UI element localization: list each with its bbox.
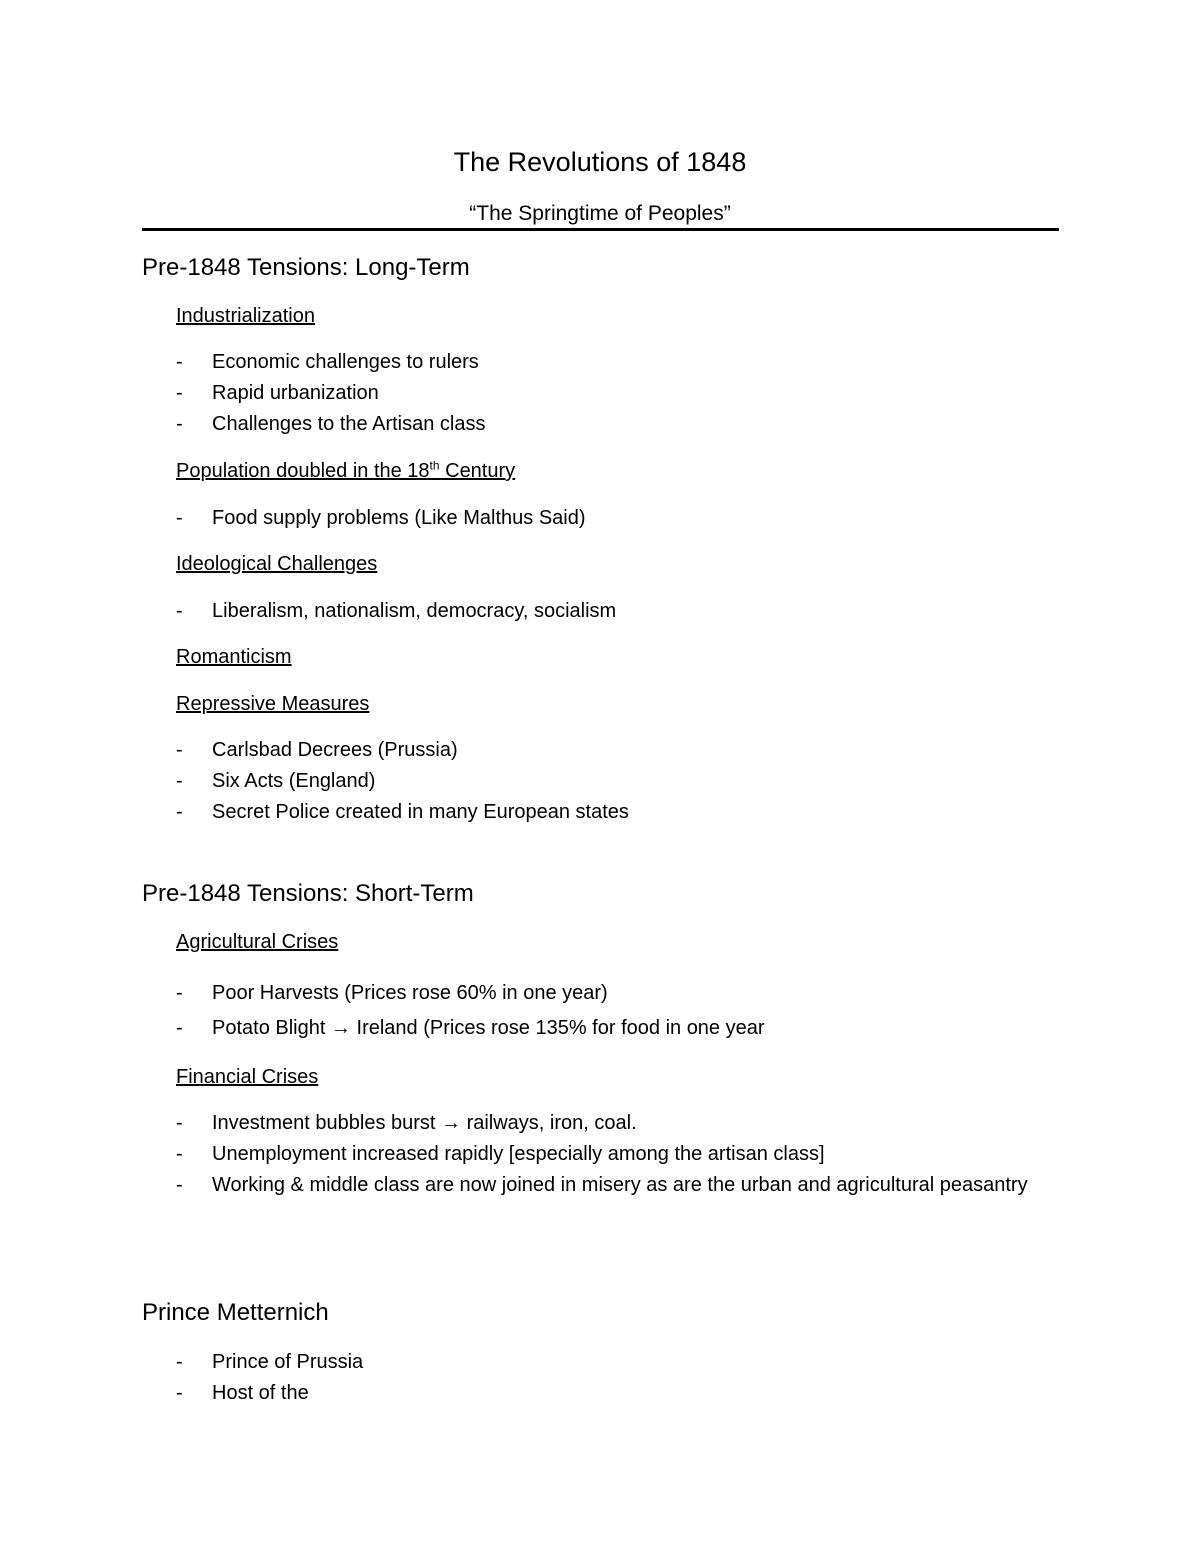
bullet-dash: - — [176, 801, 183, 823]
bullet-dash: - — [176, 413, 183, 435]
list-item: - Unemployment increased rapidly [especially among the artisan class] — [176, 1139, 1056, 1170]
subheading-romanticism: Romanticism — [176, 646, 292, 668]
subheading-repressive: Repressive Measures — [176, 693, 370, 715]
section-heading-metternich: Prince Metternich — [142, 1299, 329, 1326]
section-heading-short-term: Pre-1848 Tensions: Short-Term — [142, 880, 474, 907]
list-item: - Prince of Prussia — [176, 1347, 1056, 1378]
list-item: - Challenges to the Artisan class — [176, 409, 1056, 440]
bullet-dash: - — [176, 1112, 183, 1134]
list-item: - Carlsbad Decrees (Prussia) — [176, 735, 1056, 766]
subheading-population: Population doubled in the 18th Century — [176, 458, 516, 482]
list-item: - Rapid urbanization — [176, 378, 1056, 409]
list-item: - Secret Police created in many European states — [176, 797, 1056, 828]
section-heading-long-term: Pre-1848 Tensions: Long-Term — [142, 254, 470, 281]
bullet-dash: - — [176, 982, 183, 1004]
bullet-dash: - — [176, 507, 183, 529]
subheading-ideological: Ideological Challenges — [176, 553, 378, 575]
bullet-dash: - — [176, 1382, 183, 1404]
list-item: - Investment bubbles burst → railways, iron, coal. — [176, 1108, 1056, 1139]
list-item: - Working & middle class are now joined in misery as are the urban and agricultural peasantry — [176, 1170, 1056, 1201]
subheading-financial: Financial Crises — [176, 1066, 319, 1088]
bullet-dash: - — [176, 1143, 183, 1165]
bullet-dash: - — [176, 1351, 183, 1373]
list-item: - Economic challenges to rulers — [176, 347, 1056, 378]
subheading-agricultural: Agricultural Crises — [176, 931, 339, 953]
document-title: The Revolutions of 1848 — [453, 147, 747, 177]
list-item: - Six Acts (England) — [176, 766, 1056, 797]
bullet-dash: - — [176, 1174, 183, 1196]
list-item: - Host of the — [176, 1378, 1056, 1409]
bullet-dash: - — [176, 1017, 183, 1039]
bullet-dash: - — [176, 770, 183, 792]
bullet-dash: - — [176, 351, 183, 373]
list-item: - Potato Blight → Ireland (Prices rose 135% for food in one year — [176, 1013, 1056, 1044]
document-subtitle: “The Springtime of Peoples” — [469, 202, 731, 225]
list-item: - Food supply problems (Like Malthus Said) — [176, 503, 1056, 534]
bullet-dash: - — [176, 600, 183, 622]
subheading-industrialization: Industrialization — [176, 305, 315, 327]
bullet-dash: - — [176, 739, 183, 761]
title-divider — [142, 228, 1059, 231]
list-item: - Liberalism, nationalism, democracy, socialism — [176, 596, 1056, 627]
list-item: - Poor Harvests (Prices rose 60% in one year) — [176, 978, 1056, 1009]
bullet-dash: - — [176, 382, 183, 404]
